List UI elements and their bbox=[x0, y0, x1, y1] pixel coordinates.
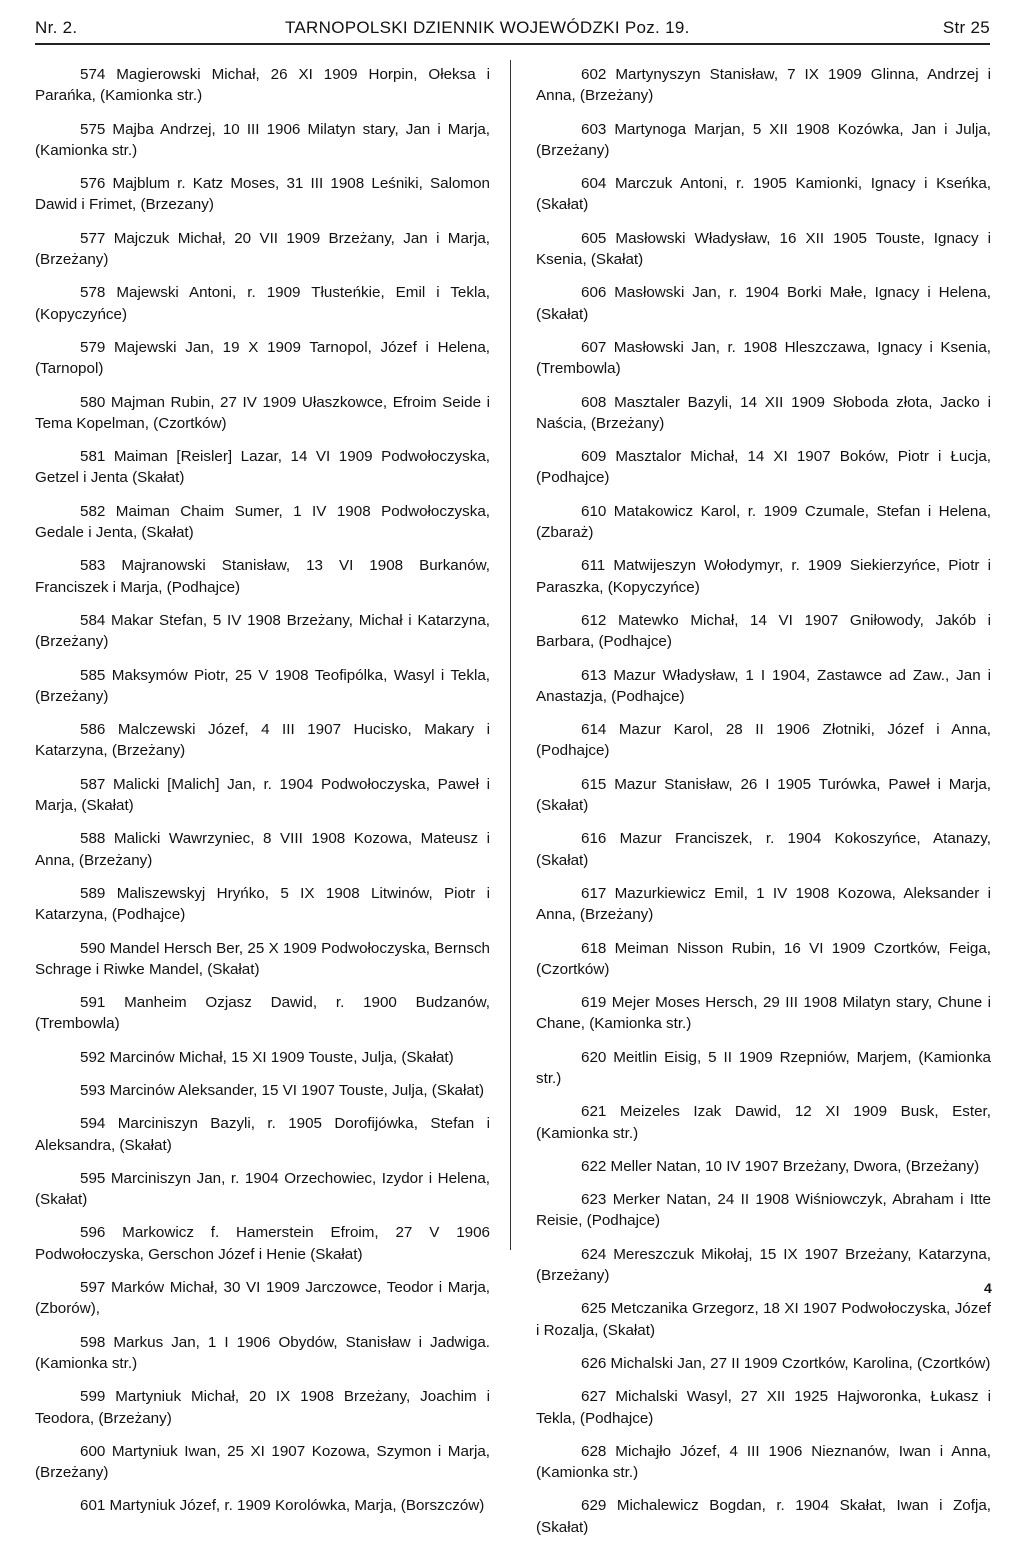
list-entry: 625 Metczanika Grzegorz, 18 XI 1907 Podwołoczyska, Józef i Rozalja, (Skałat) bbox=[536, 1300, 991, 1339]
list-entry: 580 Majman Rubin, 27 IV 1909 Ułaszkowce, Efroim Seide i Tema Kopelman, (Czortków) bbox=[35, 393, 490, 432]
right-column bbox=[536, 64, 991, 1550]
issue-number: Nr. 2. bbox=[35, 18, 78, 37]
list-entry: 601 Martyniuk Józef, r. 1909 Korolówka, Marja, (Borszczów) bbox=[80, 1497, 485, 1515]
list-entry: 589 Maliszewskyj Hryńko, 5 IX 1908 Litwinów, Piotr i Katarzyna, (Podhajce) bbox=[35, 884, 490, 924]
list-entry: 612 Matewko Michał, 14 VI 1907 Gniłowody, Jakób i Barbara, (Podhajce) bbox=[536, 611, 991, 651]
list-entry: 581 Maiman [Reisler] Lazar, 14 VI 1909 Podwołoczyska, Getzel i Jenta (Skałat) bbox=[35, 448, 490, 487]
list-entry: 599 Martyniuk Michał, 20 IX 1908 Brzeżany, Joachim i Teodora, (Brzeżany) bbox=[35, 1388, 490, 1427]
list-entry: 628 Michajło Józef, 4 III 1906 Nieznanów, Iwan i Anna, (Kamionka str.) bbox=[536, 1442, 991, 1482]
list-entry: 595 Marciniszyn Jan, r. 1904 Orzechowiec, Izydor i Helena, (Skałat) bbox=[35, 1169, 490, 1209]
list-entry: 591 Manheim Ozjasz Dawid, r. 1900 Budzanów, (Trembowla) bbox=[35, 994, 490, 1033]
list-entry: 621 Meizeles Izak Dawid, 12 XI 1909 Busk, Ester, (Kamionka str.) bbox=[536, 1103, 991, 1142]
list-entry: 626 Michalski Jan, 27 II 1909 Czortków, Karolina, (Czortków) bbox=[581, 1354, 991, 1372]
list-entry: 624 Mereszczuk Mikołaj, 15 IX 1907 Brzeżany, Katarzyna, (Brzeżany) bbox=[536, 1245, 991, 1285]
list-entry: 600 Martyniuk Iwan, 25 XI 1907 Kozowa, Szymon i Marja, (Brzeżany) bbox=[35, 1442, 490, 1482]
list-entry: 611 Matwijeszyn Wołodymyr, r. 1909 Siekierzyńce, Piotr i Paraszka, (Kopyczyńce) bbox=[536, 557, 991, 596]
header-rule bbox=[35, 43, 990, 45]
list-entry: 578 Majewski Antoni, r. 1909 Tłusteńkie, Emil i Tekla, (Kopyczyńce) bbox=[35, 284, 490, 323]
list-entry: 627 Michalski Wasyl, 27 XII 1925 Hajworonka, Łukasz i Tekla, (Podhajce) bbox=[536, 1388, 991, 1427]
left-column bbox=[35, 64, 490, 1529]
list-entry: 577 Majczuk Michał, 20 VII 1909 Brzeżany, Jan i Marja, (Brzeżany) bbox=[35, 229, 490, 269]
list-entry: 597 Marków Michał, 30 VI 1909 Jarczowce, Teodor i Marja, (Zborów), bbox=[35, 1279, 490, 1318]
list-entry: 579 Majewski Jan, 19 X 1909 Tarnopol, Józef i Helena, (Tarnopol) bbox=[35, 338, 490, 378]
running-header bbox=[35, 18, 990, 40]
list-entry: 605 Masłowski Władysław, 16 XII 1905 Touste, Ignacy i Ksenia, (Skałat) bbox=[536, 229, 991, 269]
list-entry: 590 Mandel Hersch Ber, 25 X 1909 Podwołoczyska, Bernsch Schrage i Riwke Mandel, (Skałat) bbox=[35, 939, 490, 978]
list-entry: 576 Majblum r. Katz Moses, 31 III 1908 Leśniki, Salomon Dawid i Frimet, (Brzezany) bbox=[35, 175, 490, 214]
list-entry: 586 Malczewski Józef, 4 III 1907 Hucisko, Makary i Katarzyna, (Brzeżany) bbox=[35, 721, 490, 760]
list-entry: 620 Meitlin Eisig, 5 II 1909 Rzepniów, Marjem, (Kamionka str.) bbox=[536, 1048, 991, 1087]
list-entry: 574 Magierowski Michał, 26 XI 1909 Horpin, Ołeksa i Parańka, (Kamionka str.) bbox=[35, 66, 490, 105]
signature-mark: 4 bbox=[984, 1280, 992, 1296]
column-divider bbox=[510, 60, 511, 1250]
list-entry: 622 Meller Natan, 10 IV 1907 Brzeżany, Dwora, (Brzeżany) bbox=[581, 1157, 980, 1175]
list-entry: 598 Markus Jan, 1 I 1906 Obydów, Stanisław i Jadwiga. (Kamionka str.) bbox=[35, 1333, 490, 1372]
list-entry: 587 Malicki [Malich] Jan, r. 1904 Podwołoczyska, Paweł i Marja, (Skałat) bbox=[35, 775, 490, 815]
list-entry: 596 Markowicz f. Hamerstein Efroim, 27 V 1906 Podwołoczyska, Gerschon Józef i Henie (Skałat) bbox=[35, 1224, 490, 1263]
list-entry: 575 Majba Andrzej, 10 III 1906 Milatyn stary, Jan i Marja, (Kamionka str.) bbox=[35, 120, 490, 159]
list-entry: 583 Majranowski Stanisław, 13 VI 1908 Burkanów, Franciszek i Marja, (Podhajce) bbox=[35, 557, 490, 596]
list-entry: 585 Maksymów Piotr, 25 V 1908 Teofipólka, Wasyl i Tekla, (Brzeżany) bbox=[35, 666, 490, 705]
list-entry: 582 Maiman Chaim Sumer, 1 IV 1908 Podwołoczyska, Gedale i Jenta, (Skałat) bbox=[35, 502, 490, 542]
list-entry: 593 Marcinów Aleksander, 15 VI 1907 Touste, Julja, (Skałat) bbox=[80, 1081, 485, 1099]
list-entry: 609 Masztalor Michał, 14 XI 1907 Boków, Piotr i Łucja, (Podhajce) bbox=[536, 448, 991, 487]
page-number: Str 25 bbox=[942, 18, 990, 37]
list-entry: 592 Marcinów Michał, 15 XI 1909 Touste, Julja, (Skałat) bbox=[80, 1048, 454, 1066]
list-entry: 623 Merker Natan, 24 II 1908 Wiśniowczyk, Abraham i Itte Reisie, (Podhajce) bbox=[536, 1191, 991, 1230]
list-entry: 613 Mazur Władysław, 1 I 1904, Zastawce ad Zaw., Jan i Anastazja, (Podhajce) bbox=[536, 666, 991, 705]
list-entry: 614 Mazur Karol, 28 II 1906 Złotniki, Józef i Anna, (Podhajce) bbox=[536, 721, 991, 760]
list-entry: 606 Masłowski Jan, r. 1904 Borki Małe, Ignacy i Helena, (Skałat) bbox=[536, 284, 991, 323]
list-entry: 617 Mazurkiewicz Emil, 1 IV 1908 Kozowa, Aleksander i Anna, (Brzeżany) bbox=[536, 884, 991, 924]
list-entry: 616 Mazur Franciszek, r. 1904 Kokoszyńce, Atanazy, (Skałat) bbox=[536, 830, 991, 869]
list-entry: 584 Makar Stefan, 5 IV 1908 Brzeżany, Michał i Katarzyna, (Brzeżany) bbox=[35, 611, 490, 651]
list-entry: 607 Masłowski Jan, r. 1908 Hleszczawa, Ignacy i Ksenia, (Trembowla) bbox=[536, 338, 991, 378]
list-entry: 594 Marciniszyn Bazyli, r. 1905 Dorofijówka, Stefan i Aleksandra, (Skałat) bbox=[35, 1115, 490, 1154]
list-entry: 615 Mazur Stanisław, 26 I 1905 Turówka, Paweł i Marja, (Skałat) bbox=[536, 775, 991, 815]
list-entry: 604 Marczuk Antoni, r. 1905 Kamionki, Ignacy i Kseńka, (Skałat) bbox=[536, 175, 991, 214]
journal-title: TARNOPOLSKI DZIENNIK WOJEWÓDZKI Poz. 19. bbox=[285, 18, 690, 37]
list-entry: 588 Malicki Wawrzyniec, 8 VIII 1908 Kozowa, Mateusz i Anna, (Brzeżany) bbox=[35, 830, 490, 869]
list-entry: 629 Michalewicz Bogdan, r. 1904 Skałat, Iwan i Zofja, (Skałat) bbox=[536, 1497, 991, 1536]
list-entry: 602 Martynyszyn Stanisław, 7 IX 1909 Glinna, Andrzej i Anna, (Brzeżany) bbox=[536, 66, 991, 105]
list-entry: 603 Martynoga Marjan, 5 XII 1908 Kozówka, Jan i Julja, (Brzeżany) bbox=[536, 120, 991, 159]
list-entry: 619 Mejer Moses Hersch, 29 III 1908 Milatyn stary, Chune i Chane, (Kamionka str.) bbox=[536, 994, 991, 1033]
list-entry: 618 Meiman Nisson Rubin, 16 VI 1909 Czortków, Feiga, (Czortków) bbox=[536, 939, 991, 978]
list-entry: 610 Matakowicz Karol, r. 1909 Czumale, Stefan i Helena, (Zbaraż) bbox=[536, 502, 991, 542]
list-entry: 608 Masztaler Bazyli, 14 XII 1909 Słoboda złota, Jacko i Naścia, (Brzeżany) bbox=[536, 393, 991, 432]
